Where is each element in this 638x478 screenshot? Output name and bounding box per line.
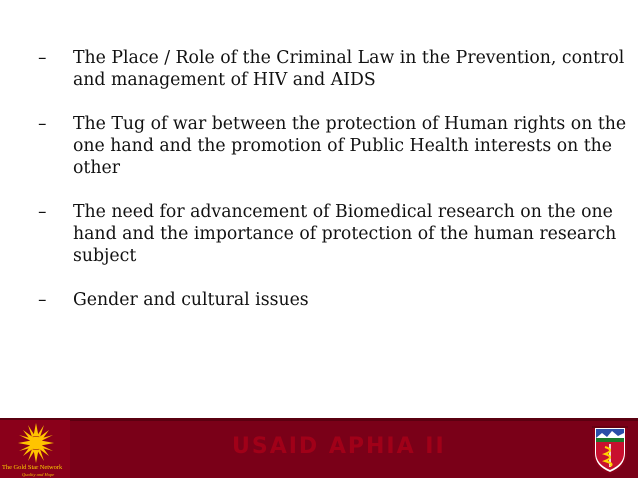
gold-star-logo: [0, 420, 70, 478]
bullet-text: The Tug of war between the protection of Human rights on the one hand and the promotion of Public Health interests on the other: [73, 114, 627, 178]
star-icon: [17, 422, 55, 464]
bullet-item: [38, 113, 628, 179]
dash-marker: –: [38, 48, 47, 68]
bullet-item: [38, 47, 628, 91]
bullet-item: [38, 201, 628, 267]
bullet-item: [38, 289, 628, 311]
logo-tagline: Quality and Hope: [22, 472, 55, 477]
footer-divider: [0, 418, 638, 421]
dash-marker: –: [38, 114, 47, 134]
crest-icon: [590, 423, 630, 475]
dash-marker: –: [38, 290, 47, 310]
bullet-text: Gender and cultural issues: [73, 290, 309, 310]
program-title: USAID APHIA II: [232, 434, 446, 459]
dash-marker: –: [38, 202, 47, 222]
logo-name: The Gold Star Network: [2, 464, 63, 471]
bullet-text: The need for advancement of Biomedical research on the one hand and the importance of protection of the human research subject: [73, 202, 617, 266]
bullet-list: [38, 47, 628, 333]
bullet-text: The Place / Role of the Criminal Law in the Prevention, control and management of HIV and AIDS: [73, 48, 625, 90]
